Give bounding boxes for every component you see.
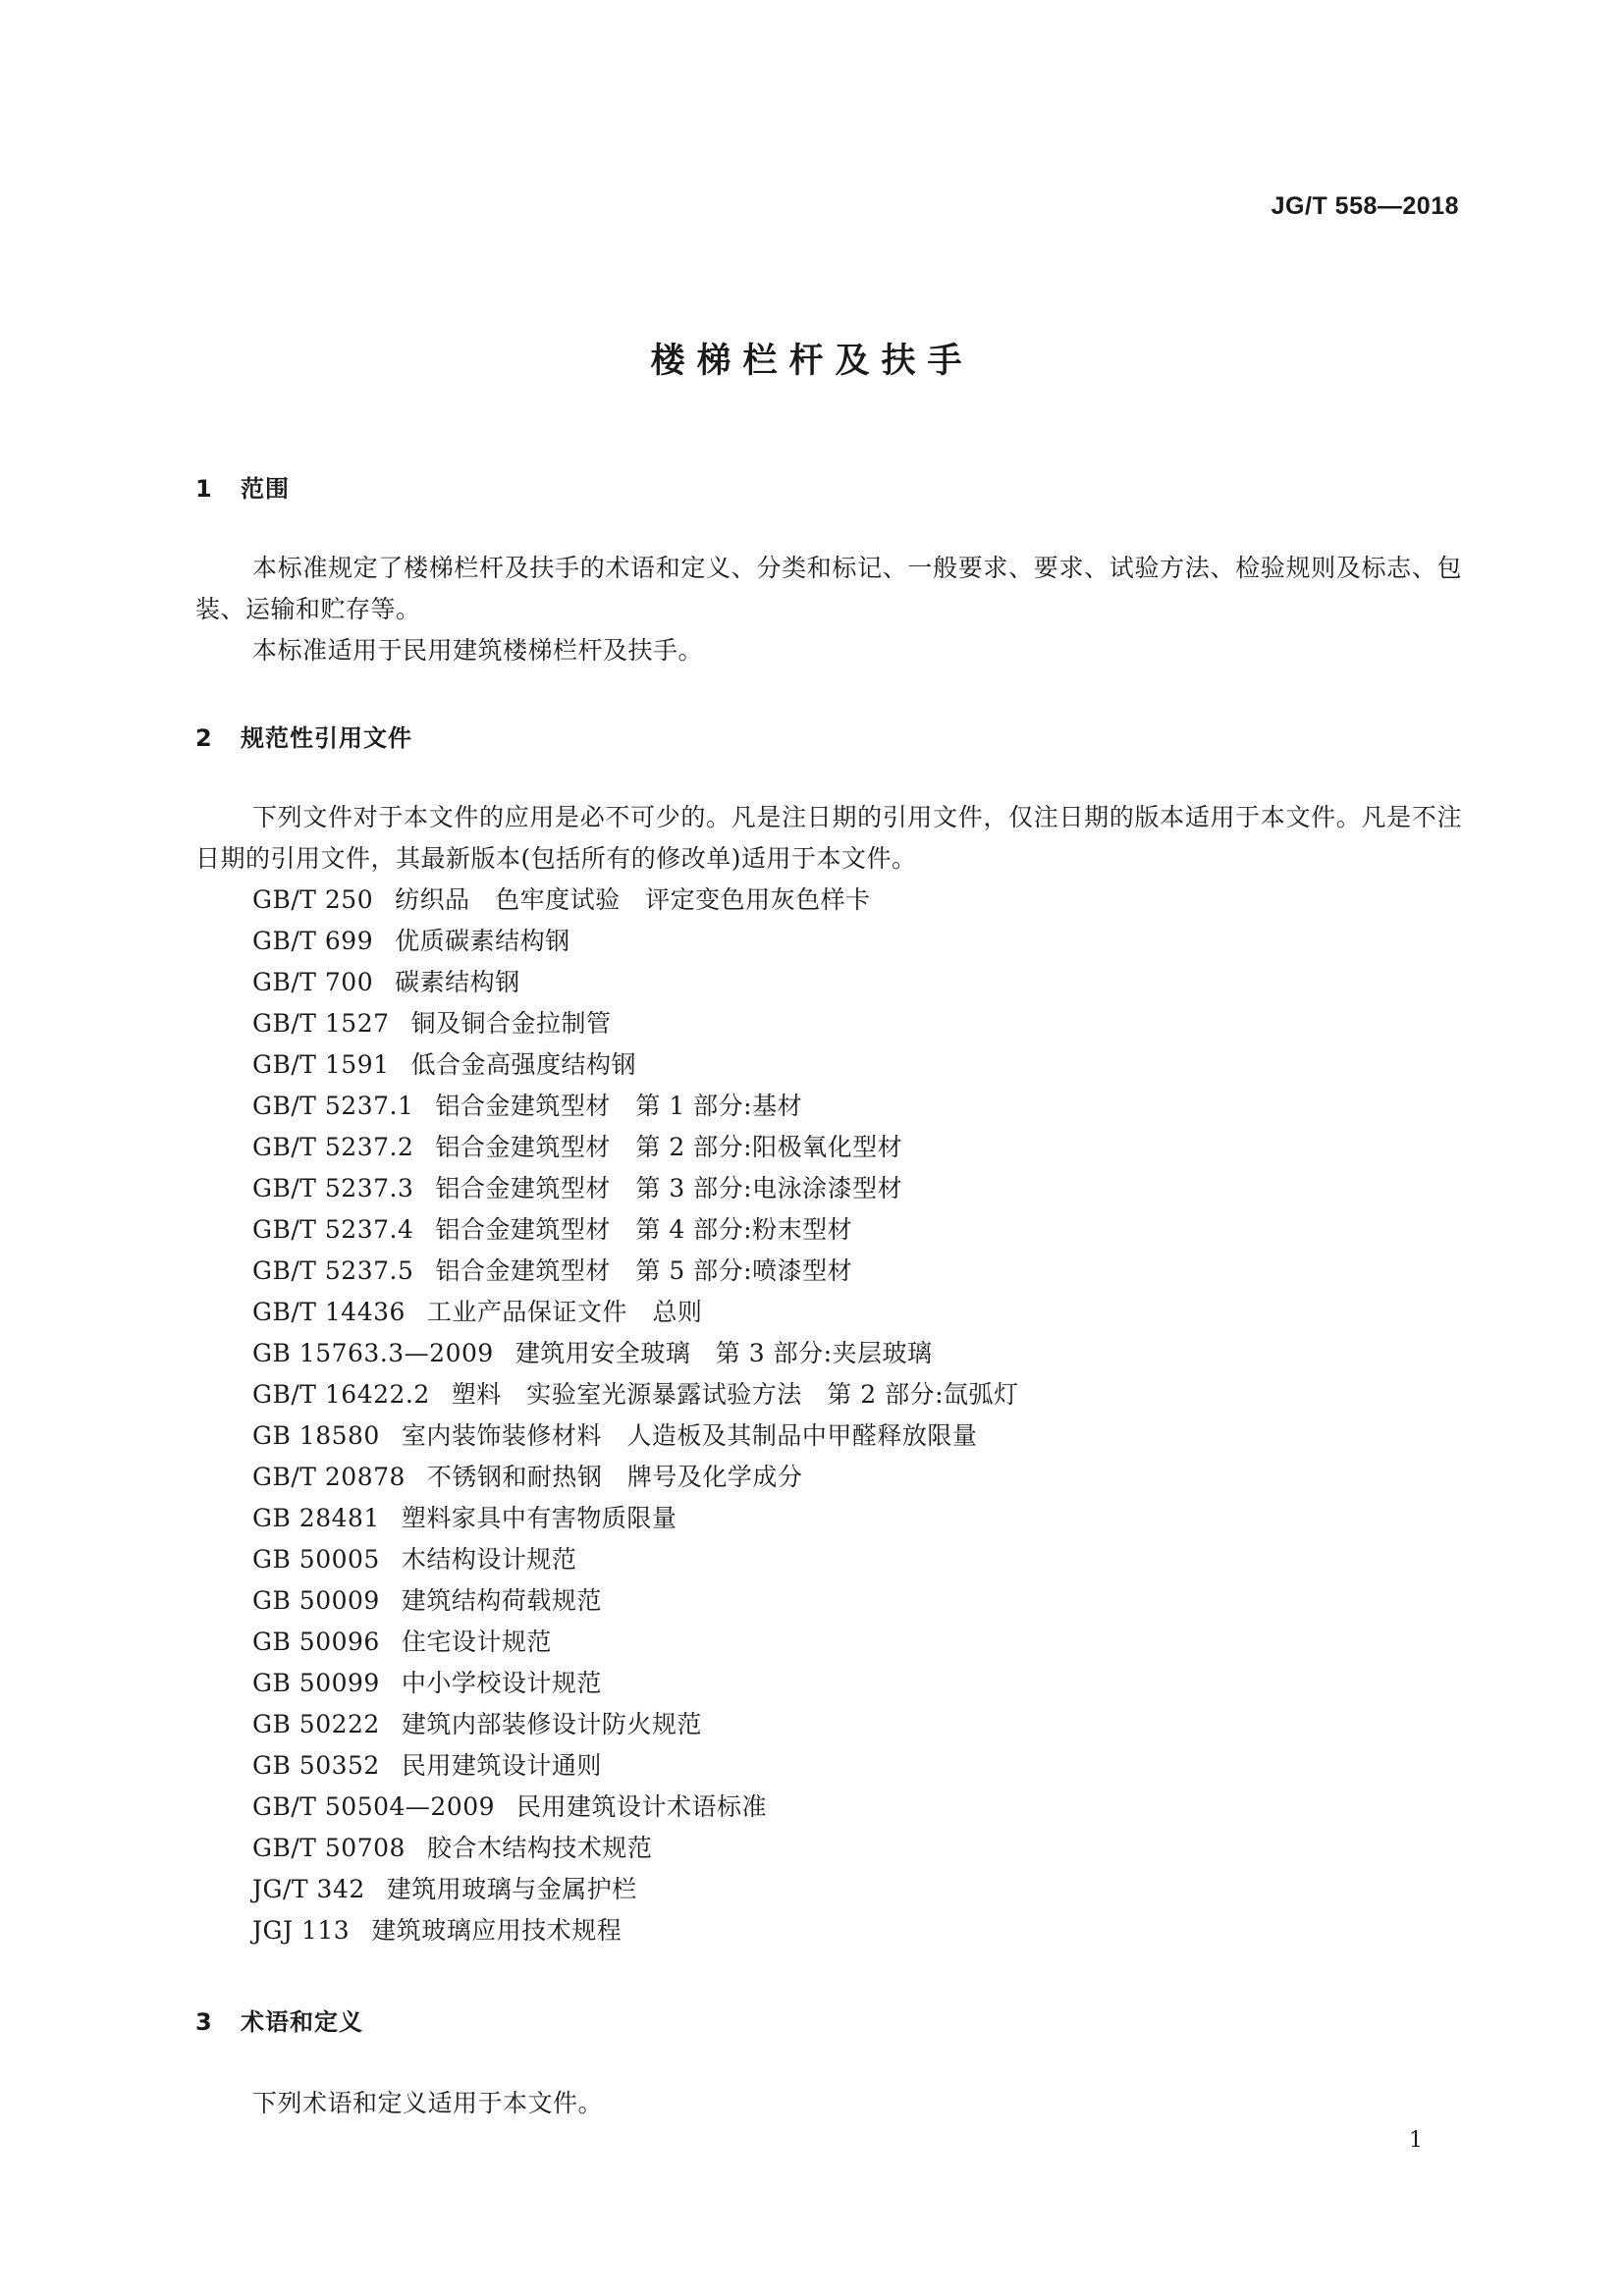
reference-title: 胶合木结构技术规范 <box>426 1834 653 1862</box>
reference-code: GB/T 20878 <box>252 1463 406 1491</box>
document-title: 楼梯栏杆及扶手 <box>650 342 974 381</box>
reference-title: 中小学校设计规范 <box>401 1669 602 1697</box>
reference-code: GB/T 250 <box>252 885 374 914</box>
reference-title: 低合金高强度结构钢 <box>410 1050 637 1079</box>
reference-code: JG/T 342 <box>252 1875 365 1903</box>
reference-code: GB/T 5237.3 <box>252 1174 414 1202</box>
standard-code: JG/T 558—2018 <box>1271 192 1459 220</box>
reference-code: GB 50099 <box>252 1669 380 1697</box>
reference-item <box>252 1374 1019 1415</box>
reference-item <box>252 1044 1019 1086</box>
reference-item <box>252 1704 1019 1745</box>
reference-item <box>252 1869 1019 1910</box>
reference-item <box>252 1127 1019 1168</box>
reference-code: GB/T 14436 <box>252 1298 406 1326</box>
reference-title: 建筑结构荷载规范 <box>401 1586 602 1615</box>
reference-code: JGJ 113 <box>252 1916 351 1945</box>
reference-item <box>252 1415 1019 1457</box>
references-intro-paragraph: 下列文件对于本文件的应用是必不可少的。凡是注日期的引用文件，仅注日期的版本适用于本文件。凡是不注日期的引用文件，其最新版本(包括所有的修改单)适用于本文件。 <box>195 803 1462 873</box>
reference-item <box>252 1209 1019 1251</box>
reference-title: 铝合金建筑型材 第 3 部分:电泳涂漆型材 <box>435 1174 903 1202</box>
reference-item <box>252 1622 1019 1663</box>
reference-code: GB/T 1591 <box>252 1050 390 1079</box>
reference-item <box>252 1580 1019 1622</box>
reference-title: 民用建筑设计术语标准 <box>516 1792 768 1821</box>
reference-item <box>252 962 1019 1003</box>
reference-item <box>252 880 1019 921</box>
reference-code: GB/T 1527 <box>252 1009 390 1038</box>
reference-code: GB/T 50504—2009 <box>252 1792 496 1821</box>
section-title: 范围 <box>241 475 290 503</box>
reference-code: GB 50222 <box>252 1710 380 1738</box>
reference-code: GB 28481 <box>252 1504 380 1532</box>
reference-title: 民用建筑设计通则 <box>401 1751 602 1780</box>
reference-item <box>252 1251 1019 1292</box>
reference-code: GB/T 5237.4 <box>252 1215 414 1244</box>
reference-item <box>252 1828 1019 1869</box>
reference-title: 铝合金建筑型材 第 2 部分:阳极氧化型材 <box>435 1133 903 1161</box>
reference-title: 纺织品 色牢度试验 评定变色用灰色样卡 <box>395 885 871 914</box>
reference-title: 优质碳素结构钢 <box>395 927 570 955</box>
reference-title: 建筑用安全玻璃 第 3 部分:夹层玻璃 <box>514 1339 933 1367</box>
reference-item <box>252 1086 1019 1127</box>
reference-item <box>252 1539 1019 1580</box>
section-heading-normative-references <box>195 719 412 753</box>
section-number: 1 <box>195 475 213 503</box>
reference-item <box>252 1333 1019 1374</box>
reference-title: 碳素结构钢 <box>395 968 520 996</box>
section-number: 2 <box>195 724 213 752</box>
section-number: 3 <box>195 2008 213 2036</box>
reference-code: GB 50096 <box>252 1628 380 1656</box>
reference-title: 铝合金建筑型材 第 4 部分:粉末型材 <box>435 1215 853 1244</box>
reference-title: 住宅设计规范 <box>401 1628 552 1656</box>
reference-title: 建筑玻璃应用技术规程 <box>371 1916 623 1945</box>
reference-title: 建筑用玻璃与金属护栏 <box>386 1875 637 1903</box>
section-title: 规范性引用文件 <box>241 724 412 752</box>
section-heading-terms-definitions <box>195 2002 363 2037</box>
reference-title: 铝合金建筑型材 第 1 部分:基材 <box>435 1092 803 1120</box>
reference-code: GB/T 5237.5 <box>252 1256 414 1285</box>
page-number: 1 <box>1409 2128 1423 2153</box>
reference-title: 工业产品保证文件 总则 <box>426 1298 703 1326</box>
section-title: 术语和定义 <box>241 2008 363 2036</box>
reference-code: GB/T 50708 <box>252 1834 406 1862</box>
reference-item <box>252 1292 1019 1333</box>
reference-title: 室内装饰装修材料 人造板及其制品中甲醛释放限量 <box>401 1421 978 1450</box>
reference-title: 建筑内部装修设计防火规范 <box>401 1710 702 1738</box>
reference-title: 铝合金建筑型材 第 5 部分:喷漆型材 <box>435 1256 853 1285</box>
reference-code: GB 18580 <box>252 1421 380 1450</box>
reference-code: GB 50009 <box>252 1586 380 1615</box>
reference-title: 不锈钢和耐热钢 牌号及化学成分 <box>426 1463 803 1491</box>
reference-title: 塑料家具中有害物质限量 <box>401 1504 677 1532</box>
reference-item <box>252 1910 1019 1951</box>
reference-code: GB/T 16422.2 <box>252 1380 430 1409</box>
reference-code: GB/T 5237.2 <box>252 1133 414 1161</box>
section-heading-scope <box>195 469 290 504</box>
reference-item <box>252 1663 1019 1704</box>
reference-code: GB 15763.3—2009 <box>252 1339 494 1367</box>
reference-code: GB/T 700 <box>252 968 374 996</box>
reference-item <box>252 921 1019 962</box>
scope-paragraph-2: 本标准适用于民用建筑楼梯栏杆及扶手。 <box>252 636 704 665</box>
reference-item <box>252 1787 1019 1828</box>
reference-item <box>252 1498 1019 1539</box>
terms-intro-paragraph: 下列术语和定义适用于本文件。 <box>252 2089 604 2117</box>
reference-code: GB 50352 <box>252 1751 380 1780</box>
reference-list <box>252 880 1019 1951</box>
scope-paragraph-1: 本标准规定了楼梯栏杆及扶手的术语和定义、分类和标记、一般要求、要求、试验方法、检验规则及标志、包装、运输和贮存等。 <box>195 554 1462 623</box>
reference-item <box>252 1745 1019 1787</box>
reference-item <box>252 1457 1019 1498</box>
reference-code: GB/T 5237.1 <box>252 1092 414 1120</box>
reference-title: 塑料 实验室光源暴露试验方法 第 2 部分:氙弧灯 <box>451 1380 1019 1409</box>
reference-item <box>252 1168 1019 1209</box>
reference-code: GB/T 699 <box>252 927 374 955</box>
reference-code: GB 50005 <box>252 1545 380 1574</box>
reference-item <box>252 1003 1019 1044</box>
reference-title: 铜及铜合金拉制管 <box>410 1009 612 1038</box>
reference-title: 木结构设计规范 <box>401 1545 577 1574</box>
